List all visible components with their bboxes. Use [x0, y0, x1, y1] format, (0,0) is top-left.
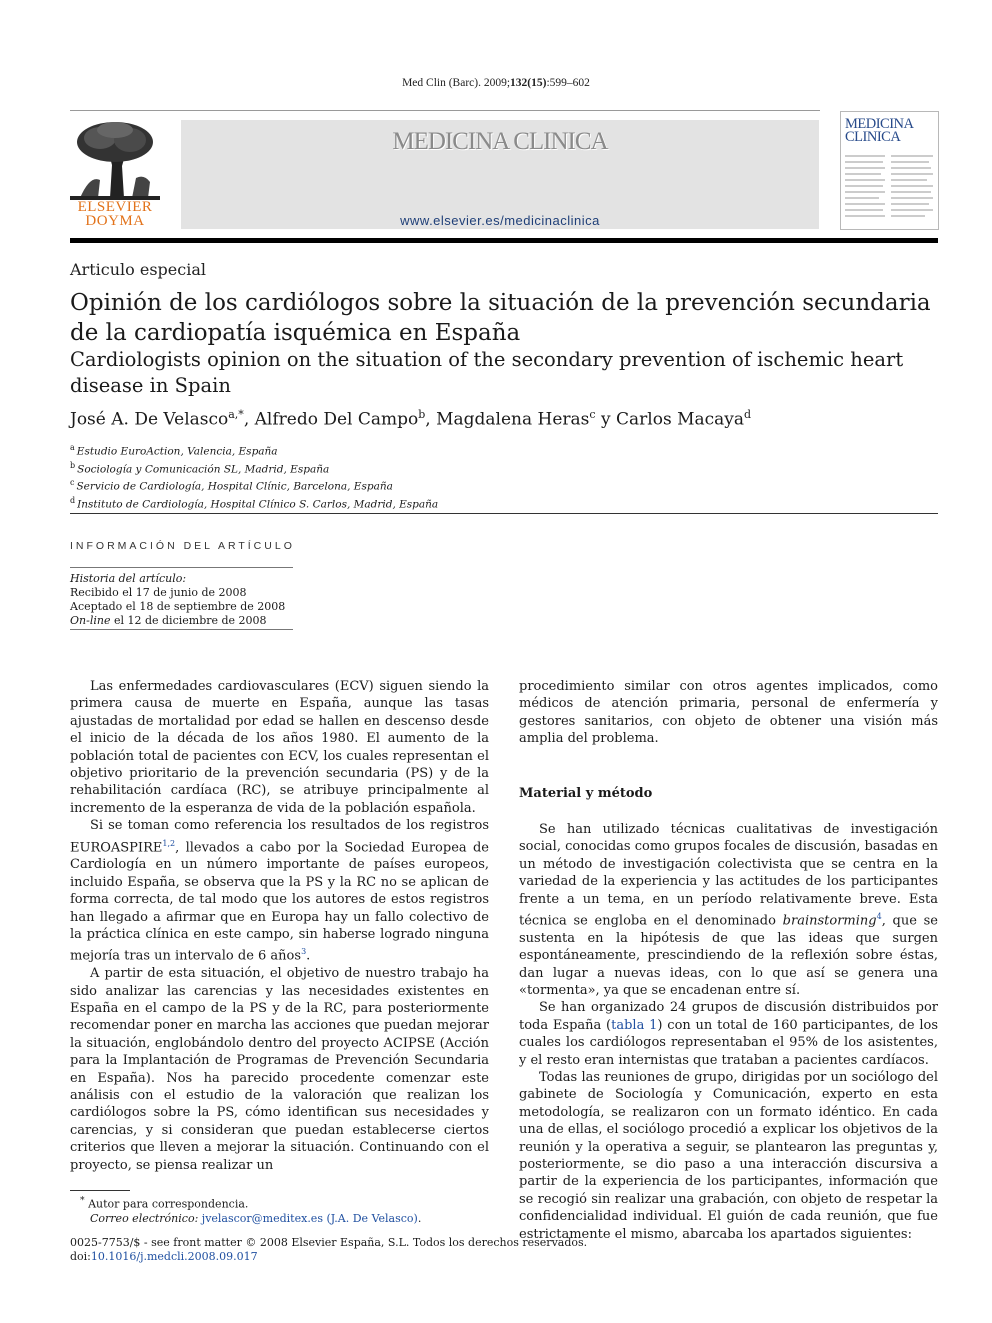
article-title-spanish: Opinión de los cardiólogos sobre la situación de la prevención secundaria de la cardiopatía isquémica en España [70, 290, 931, 346]
online-date [70, 614, 293, 628]
journal-banner [181, 120, 819, 229]
author-separator: , [425, 409, 437, 430]
author-name[interactable]: Magdalena Heras [436, 409, 590, 430]
affiliation-text: Instituto de Cardiología, Hospital Clínico S. Carlos, Madrid, España [77, 498, 439, 510]
article-title-english: Cardiologists opinion on the situation of the secondary prevention of ischemic heart disease in Spain [70, 348, 904, 397]
footnote-text: Autor para correspondencia. [84, 1197, 249, 1211]
citation-volume: 132 [510, 77, 528, 89]
affiliation-marker: b [70, 460, 76, 470]
history-label: Historia del artículo: [70, 572, 187, 585]
paragraph-text: Se han utilizado técnicas cualitativas de investigación social, conocidas como grupos focales de discusión, basadas en un método de investigación colectivista que se centra en la variedad de la experiencia y las actitudes de los participantes frente a un tema, en un período relativamente breve. Esta técnica se engloba en el denominado [519, 822, 938, 929]
journal-citation [0, 77, 992, 89]
body-paragraph: A partir de esta situación, el objetivo de nuestro trabajo ha sido analizar las carencias y las necesidades existentes en España en el campo de la PS y de la RC, para posteriormente recomendar poner en marcha las acciones que puedan mejorar la situación, englobándolo dentro del proyecto ACIPSE (Acción para la Implantación de Programas de Prevención Secundaria en España). Nos ha parecido procedente comenzar este análisis con el estudio de la valoración que realizan los cardiólogos sobre la PS, cómo identifican sus necesidades y carencias, y si consideran que puedan establecerse ciertos criterios que lleven a mejorar la situación. Continuando con el proyecto, se piensa realizar un [70, 966, 489, 1173]
received-date: Recibido el 17 de junio de 2008 [70, 586, 247, 599]
email-link[interactable]: jvelascor@meditex.es (J.A. De Velasco) [201, 1211, 418, 1225]
body-column-right [519, 678, 938, 748]
author-affiliation-marker[interactable]: b [418, 408, 426, 421]
body-paragraph [519, 821, 938, 999]
affiliation-marker: a [70, 443, 75, 452]
paragraph-text: , que se sustenta en la hipótesis de que las ideas que surgen espontáneamente, prescindiendo de la reflexión sobre éstas, dan lugar a nuevas ideas, con lo que así se genera una «tormenta», ya que se encadenan entre sí. [519, 913, 938, 998]
journal-cover-thumbnail [840, 111, 939, 230]
copyright-block [70, 1236, 938, 1264]
citation-journal: Med Clin (Barc). 2009; [402, 77, 511, 89]
publisher-subname: DOYMA [85, 213, 145, 229]
reference-link[interactable]: 3 [301, 947, 307, 957]
section-divider [70, 513, 938, 514]
online-label: On-line [70, 614, 111, 627]
cover-contents-lines [845, 152, 933, 224]
author-affiliation-marker[interactable]: c [589, 408, 596, 421]
publisher-name: ELSEVIER [77, 199, 153, 215]
tree-icon [70, 120, 160, 200]
paragraph-text: Si se toman como referencia los resultados de los registros EUROASPIRE [70, 818, 489, 855]
article-info-heading: INFORMACIÓN DEL ARTÍCULO [70, 540, 295, 552]
header-rule [70, 110, 820, 111]
info-rule-top [70, 567, 293, 568]
author-name[interactable]: Carlos Macaya [616, 409, 745, 430]
doi-link[interactable]: 10.1016/j.medcli.2008.09.017 [90, 1250, 258, 1263]
body-paragraph [519, 999, 938, 1069]
citation-pages: :599–602 [546, 77, 590, 89]
corresponding-author-footnote [70, 1194, 489, 1226]
accepted-date: Aceptado el 18 de septiembre de 2008 [70, 600, 286, 613]
emphasis-text: brainstorming [782, 913, 877, 929]
affiliation-item [70, 459, 938, 477]
reference-link[interactable]: 4 [876, 912, 882, 922]
affiliation-text: Sociología y Comunicación SL, Madrid, España [77, 463, 330, 475]
paragraph-text: Se han organizado 24 grupos de discusión distribuidos por toda España ( [519, 1000, 938, 1033]
email-label: Correo electrónico: [90, 1211, 202, 1225]
body-paragraph: Todas las reuniones de grupo, dirigidas por un sociólogo del gabinete de Sociología y Comunicación, experto en esta metodología, se realizaron con un formato idéntico. En cada una de ellas, el sociólogo procedió a explicar los objetivos de la reunión y la operativa a seguir, se plantearon las preguntas y, posteriormente, se dio paso a una interacción discursiva a partir de la experiencia de los participantes, información que se recogió sin realizar una grabación, con objeto de respetar la confidencialidad individual. El guión de cada reunión, que fue estrictamente el mismo, abarcaba los apartados siguientes: [519, 1070, 938, 1242]
online-date-text: el 12 de diciembre de 2008 [110, 614, 267, 627]
footnote-end: . [417, 1211, 422, 1225]
cover-title-line1: MEDICINA [845, 116, 914, 132]
reference-link[interactable]: 1,2 [162, 838, 176, 848]
body-column-right-section [519, 821, 938, 1243]
paragraph-text: . [306, 948, 311, 964]
doi-label: doi: [70, 1250, 91, 1263]
author-affiliation-marker[interactable]: d [744, 408, 752, 421]
affiliation-item [70, 476, 938, 494]
author-separator: , [243, 409, 255, 430]
journal-url-link[interactable]: www.elsevier.es/medicinaclinica [400, 213, 600, 228]
affiliation-marker: c [70, 478, 75, 487]
affiliation-item [70, 494, 938, 512]
article-section-type: Articulo especial [70, 260, 206, 279]
author-name[interactable]: José A. De Velasco [70, 409, 229, 430]
section-heading: Material y método [519, 786, 653, 801]
body-paragraph: procedimiento similar con otros agentes implicados, como médicos de atención primaria, personal de enfermería y gestores sanitarios, con objeto de obtener una visión más amplia del problema. [519, 679, 938, 747]
info-rule-bottom [70, 629, 293, 630]
footnote-rule [70, 1190, 130, 1191]
footnote-line [70, 1194, 489, 1212]
cover-title-line2: CLINICA [845, 129, 901, 145]
header-thick-rule [70, 238, 938, 243]
elsevier-logo [70, 120, 160, 230]
author-list [70, 408, 938, 430]
journal-title: MEDICINA CLINICA [392, 128, 608, 155]
body-paragraph [70, 817, 489, 965]
footnote-marker: * [80, 1195, 85, 1206]
author-separator: y [595, 409, 617, 430]
affiliation-list [70, 441, 938, 511]
body-paragraph: Las enfermedades cardiovasculares (ECV) siguen siendo la primera causa de muerte en España, aunque las tasas ajustadas de mortalidad por edad se hallen en descenso desde el inicio de la década de los años 1980. El aumento de la población total de pacientes con ECV, los cuales representan el objetivo prioritario de la prevención secundaria (PS) y de la rehabilitación cardíaca (RC), se atribuye principalmente al incremento de la esperanza de vida de la población española. [70, 679, 489, 816]
footnote-email-line [70, 1212, 489, 1226]
body-column-left [70, 678, 489, 1174]
author-affiliation-marker[interactable]: a,* [228, 408, 244, 421]
citation-issue: (15) [527, 77, 547, 89]
affiliation-marker: d [70, 495, 76, 505]
affiliation-item [70, 441, 938, 459]
affiliation-text: Estudio EuroAction, Valencia, España [76, 445, 278, 458]
doi-line [70, 1250, 938, 1264]
paragraph-text: ) con un total de 160 participantes, de los cuales los cardiólogos representaban el 95% de los asistentes, y el resto eran internistas que trataban a pacientes cardíacos. [519, 1017, 939, 1068]
article-history [70, 572, 293, 628]
issn-copyright: 0025-7753/$ - see front matter © 2008 Elsevier España, S.L. Todos los derechos reservados. [70, 1236, 588, 1249]
paragraph-text: , llevados a cabo por la Sociedad Europea de Cardiología en un número importante de países europeos, incluido España, se observa que la PS y la RC no se aplican de forma correcta, de tal modo que los autores de estos registros han llegado a afirmar que en Europa hay un fallo colectivo de la práctica clínica en este campo, sin haberse logrado ninguna mejoría tras un intervalo de 6 años [70, 839, 489, 964]
table-link[interactable]: tabla 1 [611, 1017, 658, 1033]
affiliation-text: Servicio de Cardiología, Hospital Clínic, Barcelona, España [76, 480, 393, 493]
author-name[interactable]: Alfredo Del Campo [254, 409, 419, 430]
